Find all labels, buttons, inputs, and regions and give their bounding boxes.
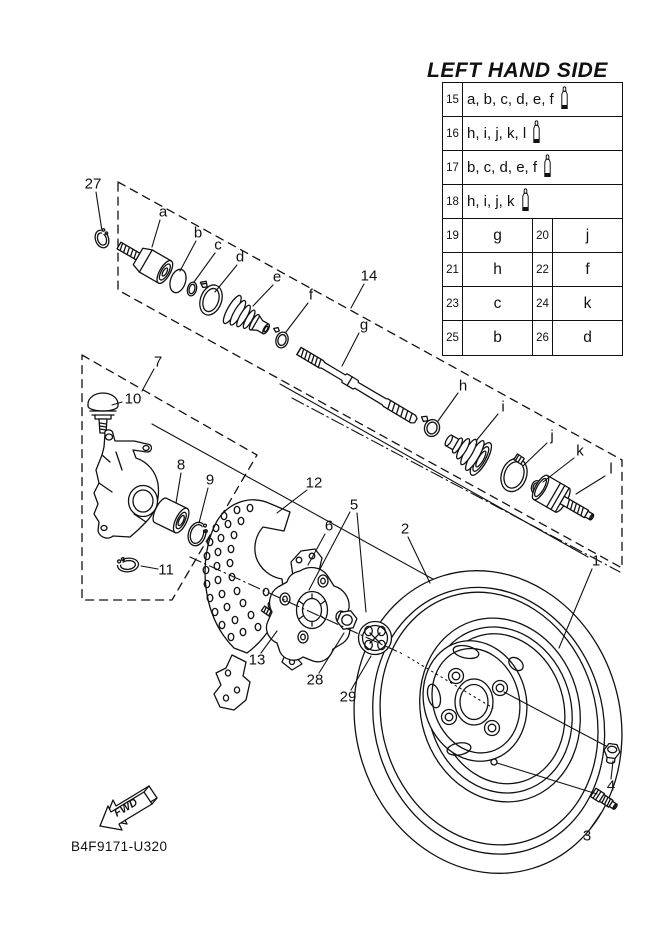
callout-14: 14: [360, 267, 378, 285]
ref-cell: 22: [533, 253, 553, 286]
callout-j: j: [550, 427, 554, 445]
steering-knuckle: [94, 430, 159, 538]
cv-boot-i: [437, 423, 495, 478]
callout-9: 9: [205, 471, 215, 489]
wheel-hub: [266, 549, 349, 670]
callout-6: 6: [324, 517, 334, 535]
callout-4: 4: [606, 777, 616, 795]
callout-i: i: [501, 398, 505, 416]
callout-8: 8: [176, 456, 186, 474]
letter-cell: b: [463, 321, 533, 355]
letter-cell: k: [583, 294, 592, 312]
callout-l: l: [609, 460, 613, 478]
callout-5: 5: [349, 496, 359, 514]
callout-h: h: [458, 377, 468, 395]
callout-10: 10: [124, 390, 142, 408]
letters-cell: h, i, j, k: [467, 193, 515, 210]
grease-tube-icon: [558, 86, 571, 113]
letters-cell: h, i, j, k, l: [467, 125, 527, 142]
callout-b: b: [193, 224, 203, 242]
ref-cell: 19: [443, 219, 463, 252]
page-title: LEFT HAND SIDE: [427, 59, 608, 82]
callout-f: f: [308, 286, 314, 304]
callout-3: 3: [582, 827, 592, 845]
ref-cell: 20: [533, 219, 553, 252]
letters-cell: a, b, c, d, e, f: [467, 91, 554, 108]
ref-cell: 26: [533, 321, 553, 355]
callout-g: g: [359, 316, 369, 334]
callout-7: 7: [153, 353, 163, 371]
letter-cell: d: [583, 329, 592, 346]
callout-27: 27: [84, 175, 102, 193]
letter-cell: h: [463, 253, 533, 286]
callout-28: 28: [306, 671, 324, 689]
callout-d: d: [235, 248, 245, 266]
circlip-27: [92, 227, 112, 250]
clamp-h: [417, 415, 442, 438]
outer-cv-joint-l: [529, 473, 599, 530]
inner-cv-joint-a: [113, 234, 176, 285]
callout-13: 13: [248, 651, 266, 669]
ref-cell: 23: [443, 287, 463, 320]
callout-12: 12: [305, 474, 323, 492]
ref-cell: 16: [443, 117, 463, 150]
ref-cell: 24: [533, 287, 553, 320]
table-row: [443, 219, 622, 253]
table-row: [443, 287, 622, 321]
table-row: [443, 253, 622, 287]
table-row: [443, 185, 622, 219]
letter-cell: f: [585, 260, 590, 278]
callout-29: 29: [339, 688, 357, 706]
cv-boot-e: [220, 293, 276, 344]
callout-11: 11: [158, 561, 174, 579]
drawing-code: B4F9171-U320: [71, 839, 168, 854]
table-row: [443, 321, 622, 355]
fwd-label: FWD: [112, 796, 140, 820]
callout-1: 1: [591, 552, 601, 570]
callout-2: 2: [400, 520, 410, 538]
table-row: [443, 83, 622, 117]
ref-cell: 15: [443, 83, 463, 116]
callout-a: a: [158, 203, 168, 221]
ref-cell: 25: [443, 321, 463, 355]
callout-e: e: [272, 268, 282, 286]
letters-cell: b, c, d, e, f: [467, 159, 538, 176]
table-row: [443, 117, 622, 151]
callout-k: k: [576, 442, 584, 460]
ref-cell: 18: [443, 185, 463, 218]
letter-cell: g: [463, 219, 533, 252]
ref-cell: 21: [443, 253, 463, 286]
clip-c: [186, 281, 198, 297]
axle-shaft-g: [296, 347, 418, 425]
grease-tube-icon: [530, 120, 543, 147]
grease-legend-table: [442, 82, 623, 356]
spindle-cap: [359, 622, 392, 655]
ref-cell: 17: [443, 151, 463, 184]
guard-bracket: [214, 655, 250, 710]
circlip-11: [115, 556, 139, 573]
axis-line: [292, 398, 620, 572]
letter-cell: c: [463, 287, 533, 320]
grease-tube-icon: [519, 188, 532, 215]
callout-c: c: [214, 236, 222, 254]
table-row: [443, 151, 622, 185]
ball-joint: [88, 393, 118, 433]
letter-cell: j: [585, 226, 590, 244]
bearing-circlip: [185, 519, 210, 548]
boot-clamp-j: [496, 451, 532, 495]
grease-tube-icon: [541, 154, 554, 181]
